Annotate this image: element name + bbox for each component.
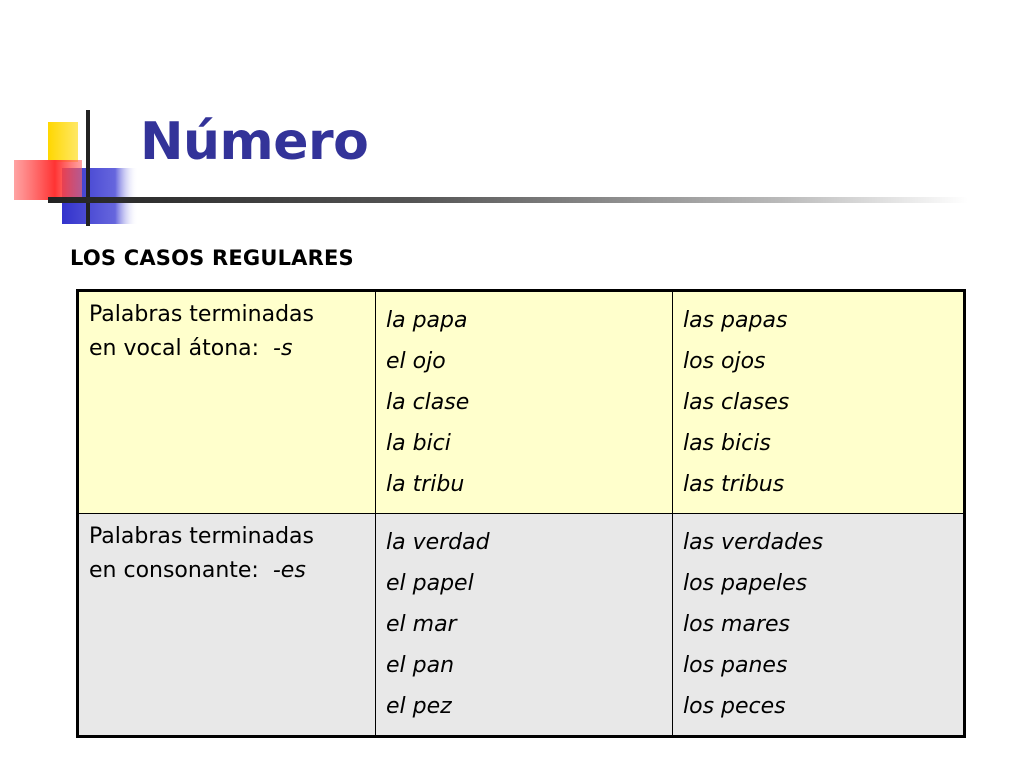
plural-word: los papeles [683,571,808,596]
plural-word: las bicis [683,431,771,456]
page-title: Número [140,112,369,172]
rule-cell [78,514,376,737]
singular-word: el pez [386,694,452,719]
rule-cell [78,291,376,514]
singular-word: el papel [386,571,474,596]
singular-word: la verdad [386,530,490,555]
plural-cell [673,514,965,737]
plural-rules-table [76,289,966,738]
decorative-squares-icon [0,0,140,240]
section-subtitle: LOS CASOS REGULARES [70,246,354,270]
singular-cell [376,291,673,514]
plural-word: los peces [683,694,786,719]
title-underline [48,197,968,203]
table-row [78,514,965,737]
rule-line: en vocal átona: [89,336,260,361]
suffix-label: -s [273,336,293,361]
singular-cell [376,514,673,737]
plural-word: los mares [683,612,790,637]
singular-word: la clase [386,390,470,415]
plural-word: los ojos [683,349,766,374]
plural-word: los panes [683,653,788,678]
suffix-label: -es [272,558,306,583]
plural-word: las clases [683,390,790,415]
singular-word: el mar [386,612,457,637]
rule-line: Palabras terminadas [89,524,314,549]
plural-word: las tribus [683,472,785,497]
plural-cell [673,291,965,514]
plural-word: las papas [683,308,788,333]
singular-word: la bici [386,431,451,456]
plural-word: las verdades [683,530,824,555]
rule-line: en consonante: [89,558,259,583]
singular-word: el ojo [386,349,446,374]
singular-word: la tribu [386,472,465,497]
rule-line: Palabras terminadas [89,302,314,327]
singular-word: la papa [386,308,468,333]
singular-word: el pan [386,653,455,678]
table-row [78,291,965,514]
